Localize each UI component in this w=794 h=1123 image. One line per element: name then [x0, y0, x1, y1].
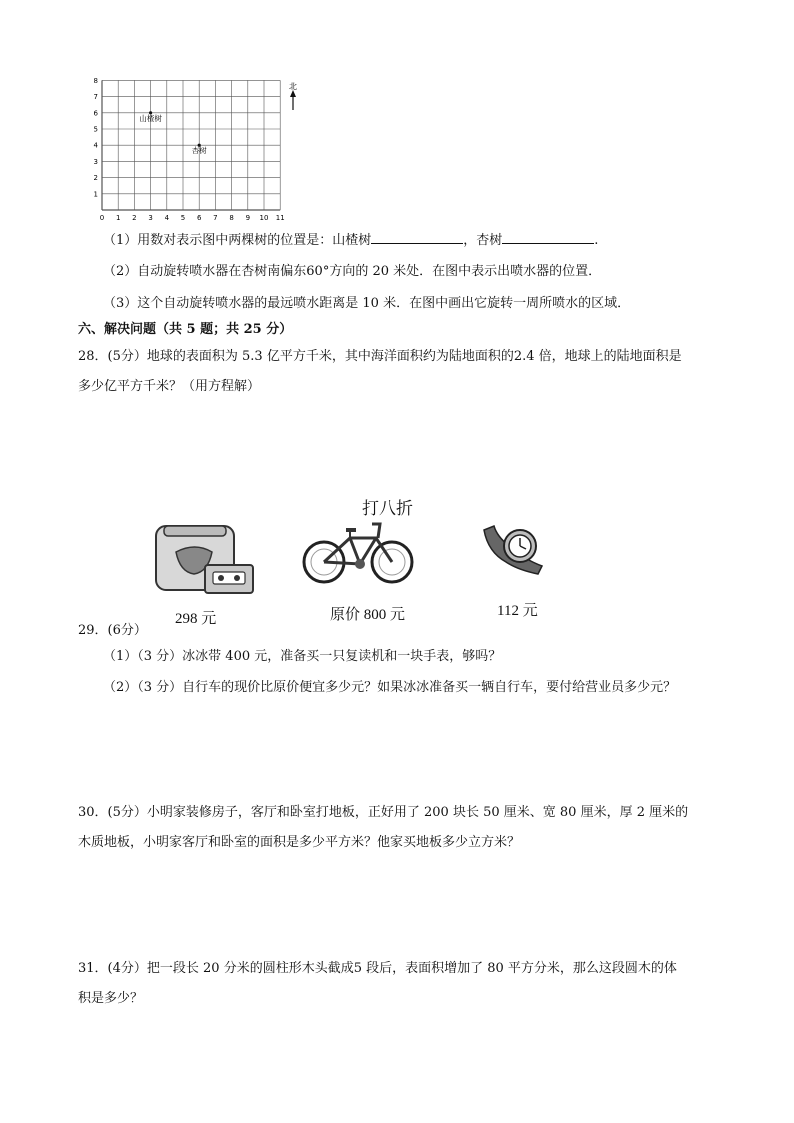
q27-sub1-text-b: ，杏树: [463, 233, 503, 248]
answer-blank-apricot[interactable]: [502, 231, 594, 244]
grid-lines: [102, 80, 280, 210]
y-tick-label: 8: [93, 76, 98, 85]
x-tick-label: 1: [115, 214, 121, 222]
coordinate-grid-figure: [88, 74, 318, 224]
q27-sub2: （2）自动旋转喷水器在杏树南偏东60°方向的 20 米处．在图中表示出喷水器的位置．: [103, 264, 602, 279]
section-heading: 六、解决问题（共 5 题；共 25 分）: [78, 322, 293, 337]
q28-line1: 28．(5分）地球的表面积为 5.3 亿平方千米，其中海洋面积约为陆地面积的2.4 倍，地球上的陆地面积是: [78, 349, 682, 364]
q27-sub1-text-a: （1）用数对表示图中两棵树的位置是：山楂树: [103, 233, 372, 248]
q27-sub3: （3）这个自动旋转喷水器的最远喷水距离是 10 米．在图中画出它旋转一周所喷水的区域．: [103, 296, 631, 311]
north-label: 北: [289, 82, 297, 91]
bike-original-price: 原价 800 元: [330, 607, 406, 623]
y-tick-label: 3: [93, 157, 98, 166]
x-tick-label: 3: [148, 214, 153, 222]
q29-sub2: （2）（3 分）自行车的现价比原价便宜多少元？如果冰冰准备买一辆自行车，要付给营业员多少元？: [103, 680, 677, 695]
q27-sub1: [103, 229, 598, 248]
x-tick-label: 0: [99, 214, 105, 222]
q29-head: 29．(6分）: [78, 623, 147, 638]
grid-tree-markers: [139, 111, 207, 155]
tape-recorder-icon: [150, 520, 260, 600]
watch-price: 112 元: [497, 603, 538, 619]
q29-sub1: （1）（3 分）冰冰带 400 元，准备买一只复读机和一块手表，够吗？: [103, 649, 502, 664]
q30-line1: 30．(5分）小明家装修房子，客厅和卧室打地板，正好用了 200 块长 50 厘米、宽 80 厘米，厚 2 厘米的: [78, 805, 689, 820]
y-tick-label: 4: [93, 141, 98, 150]
bicycle-icon: [300, 510, 420, 590]
x-tick-label: 7: [213, 214, 218, 222]
y-tick-label: 6: [93, 109, 98, 118]
x-tick-label: 5: [180, 214, 186, 222]
y-tick-label: 1: [93, 190, 98, 199]
q31-line1: 31．(4分）把一段长 20 分米的圆柱形木头截成5 段后，表面积增加了 80 平方分米，那么这段圆木的体: [78, 961, 677, 976]
discount-label: 打八折: [362, 499, 413, 519]
x-tick-label: 8: [229, 214, 234, 222]
tree-label: 山楂树: [139, 113, 162, 123]
q31-line2: 积是多少？: [78, 991, 144, 1006]
y-tick-label: 7: [93, 93, 98, 102]
x-tick-label: 11: [275, 214, 285, 222]
x-tick-label: 6: [196, 214, 202, 222]
x-tick-label: 10: [259, 214, 269, 222]
x-tick-label: 9: [245, 214, 251, 222]
q27-sub1-text-c: .: [594, 233, 599, 248]
x-tick-label: 4: [164, 214, 170, 222]
north-arrow-icon: [290, 90, 296, 110]
answer-blank-hawthorn[interactable]: [371, 231, 463, 244]
tree-label: 杏树: [191, 146, 207, 156]
recorder-price: 298 元: [175, 611, 217, 627]
wristwatch-icon: [478, 522, 553, 582]
grid-tick-labels: [94, 77, 285, 222]
y-tick-label: 2: [93, 174, 98, 183]
x-tick-label: 2: [132, 214, 137, 222]
q28-line2: 多少亿平方千米？（用方程解）: [78, 379, 261, 394]
q30-line2: 木质地板，小明家客厅和卧室的面积是多少平方米？他家买地板多少立方米？: [78, 835, 521, 850]
y-tick-label: 5: [93, 125, 98, 134]
